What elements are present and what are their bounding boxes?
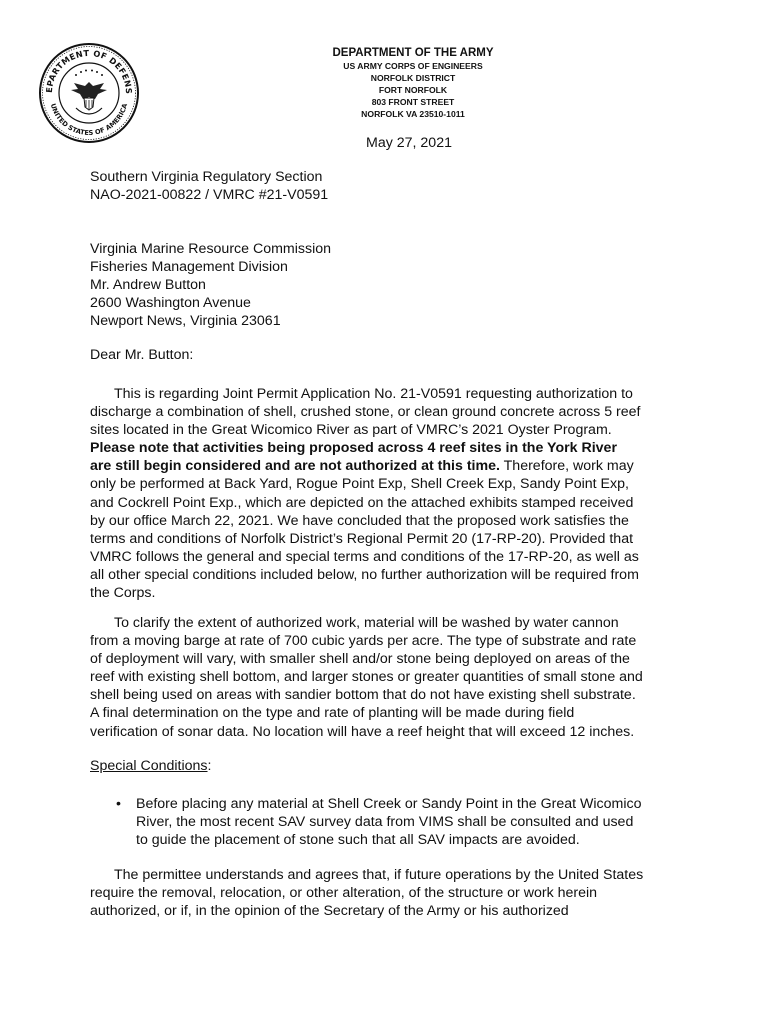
- text-line: sites located in the Great Wicomico River as part of VMRC’s 2021 Oyster Program.: [90, 422, 612, 439]
- text-line: This is regarding Joint Permit Application No. 21-V0591 requesting authorization to: [114, 386, 633, 402]
- text-line: A final determination on the type and rate of planting will be made during field: [90, 705, 575, 722]
- text-line: reef with existing shell bottom, and larger stones or greater quantities of small stone and: [90, 669, 643, 686]
- letterhead-department: DEPARTMENT OF THE ARMY: [332, 47, 494, 59]
- recipient-address: [90, 240, 331, 330]
- text-line: verification of sonar data. No location will have a reef height that will exceed 12 inches.: [90, 723, 635, 740]
- bold-notice-line: Please note that activities being proposed across 4 reef sites in the York River: [90, 440, 617, 457]
- text-line: River, the most recent SAV survey data from VIMS shall be consulted and used: [136, 814, 634, 831]
- text-line: by our office March 22, 2021. We have concluded that the proposed work satisfies the: [90, 512, 629, 529]
- paragraph-1: [90, 385, 686, 602]
- text-line: Therefore, work may: [499, 458, 634, 475]
- text-line: shell being used on areas with sandier bottom that do not have existing shell substrate.: [90, 687, 636, 704]
- recipient-city: Newport News, Virginia 23061: [90, 313, 281, 329]
- text-line: VMRC follows the general and special terms and conditions of the 17-RP-20, as well as: [90, 548, 639, 565]
- department-of-defense-seal: [38, 42, 140, 144]
- text-line: from a moving barge at rate of 700 cubic yards per acre. The type of substrate and rate: [90, 633, 637, 650]
- letterhead-district: NORFOLK DISTRICT: [370, 73, 456, 83]
- letterhead-fort: FORT NORFOLK: [378, 85, 448, 95]
- seal-ring-bottom-text: UNITED STATES OF AMERICA: [48, 102, 130, 138]
- reference-section: Southern Virginia Regulatory Section: [90, 169, 323, 185]
- letterhead: [288, 46, 538, 120]
- letter-date: May 27, 2021: [366, 135, 452, 151]
- text-line: Before placing any material at Shell Creek or Sandy Point in the Great Wicomico: [136, 796, 642, 812]
- bold-notice-line: are still begin considered and are not authorized at this time.: [90, 458, 500, 475]
- recipient-street: 2600 Washington Avenue: [90, 295, 251, 311]
- recipient-org: Virginia Marine Resource Commission: [90, 241, 332, 257]
- text-line: To clarify the extent of authorized work, material will be washed by water cannon: [114, 615, 619, 631]
- text-line: The permittee understands and agrees that, if future operations by the United States: [114, 867, 644, 883]
- text-line: terms and conditions of Norfolk District’s Regional Permit 20 (17-RP-20). Provided that: [90, 530, 634, 547]
- salutation: Dear Mr. Button:: [90, 347, 194, 363]
- seal-ring-top-text: EPARTMENT OF DEFENS: [43, 47, 135, 95]
- text-line: and Cockrell Point Exp., which are depicted on the attached exhibits stamped received: [90, 494, 634, 511]
- letterhead-city: NORFOLK VA 23510-1011: [361, 109, 465, 119]
- letterhead-street: 803 FRONT STREET: [371, 97, 455, 107]
- special-conditions-label: Special Conditions: [90, 758, 208, 774]
- recipient-name: Mr. Andrew Button: [90, 277, 206, 293]
- text-line: authorized, or if, in the opinion of the Secretary of the Army or his authorized: [90, 903, 569, 920]
- text-line: to guide the placement of stone such that all SAV impacts are avoided.: [136, 832, 580, 849]
- text-line: discharge a combination of shell, crushed stone, or clean ground concrete across 5 reef: [90, 404, 641, 421]
- paragraph-2: [90, 614, 686, 741]
- reference-block: [90, 168, 328, 204]
- bullet-icon: •: [116, 796, 121, 812]
- special-conditions-heading: [90, 757, 211, 775]
- paragraph-3: [90, 866, 686, 920]
- reference-number: NAO-2021-00822 / VMRC #21-V0591: [90, 187, 329, 203]
- text-line: the Corps.: [90, 585, 156, 602]
- heading-colon: :: [207, 758, 212, 774]
- text-line: only be performed at Back Yard, Rogue Point Exp, Shell Creek Exp, Sandy Point Exp,: [90, 476, 629, 493]
- text-line: all other special conditions included below, no further authorization will be required from: [90, 566, 639, 583]
- text-line: require the removal, relocation, or other alteration, of the structure or work herein: [90, 885, 598, 902]
- text-line: of deployment will vary, with smaller shell and/or stone being deployed on areas of the: [90, 651, 630, 668]
- recipient-division: Fisheries Management Division: [90, 259, 288, 275]
- letterhead-corps: US ARMY CORPS OF ENGINEERS: [343, 61, 483, 71]
